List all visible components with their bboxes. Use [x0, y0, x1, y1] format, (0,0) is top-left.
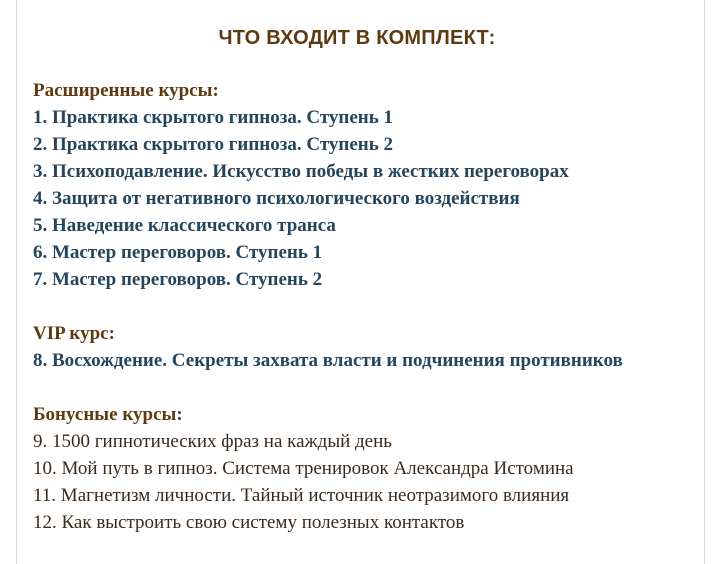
package-contents — [33, 77, 698, 563]
list-item: 8. Восхождение. Секреты захвата власти и подчинения противников — [33, 350, 623, 371]
bonus-course-list — [33, 428, 698, 536]
section-vip-course — [33, 320, 698, 374]
vip-course-list — [33, 347, 698, 374]
list-item: 7. Мастер переговоров. Ступень 2 — [33, 269, 323, 290]
list-item: 11. Магнетизм личности. Тайный источник неотразимого влияния — [33, 485, 570, 506]
list-item: 3. Психоподавление. Искусство победы в жестких переговорах — [33, 161, 569, 182]
list-item: 12. Как выстроить свою систему полезных контактов — [33, 512, 465, 533]
section-heading: Бонусные курсы: — [33, 404, 183, 425]
list-item: 2. Практика скрытого гипноза. Ступень 2 — [33, 134, 394, 155]
section-bonus-courses — [33, 401, 698, 536]
section-heading: VIP курс: — [33, 323, 115, 344]
list-item: 6. Мастер переговоров. Ступень 1 — [33, 242, 323, 263]
list-item: 9. 1500 гипнотических фраз на каждый день — [33, 431, 392, 452]
section-advanced-courses — [33, 77, 698, 293]
list-item: 1. Практика скрытого гипноза. Ступень 1 — [33, 107, 394, 128]
page-title: ЧТО ВХОДИТ В КОМПЛЕКТ: — [218, 27, 496, 49]
list-item: 5. Наведение классического транса — [33, 215, 336, 236]
list-item: 10. Мой путь в гипноз. Система тренировок Александра Истомина — [33, 458, 574, 479]
section-heading: Расширенные курсы: — [33, 80, 219, 101]
advanced-course-list — [33, 104, 698, 293]
list-item: 4. Защита от негативного психологического воздействия — [33, 188, 520, 209]
